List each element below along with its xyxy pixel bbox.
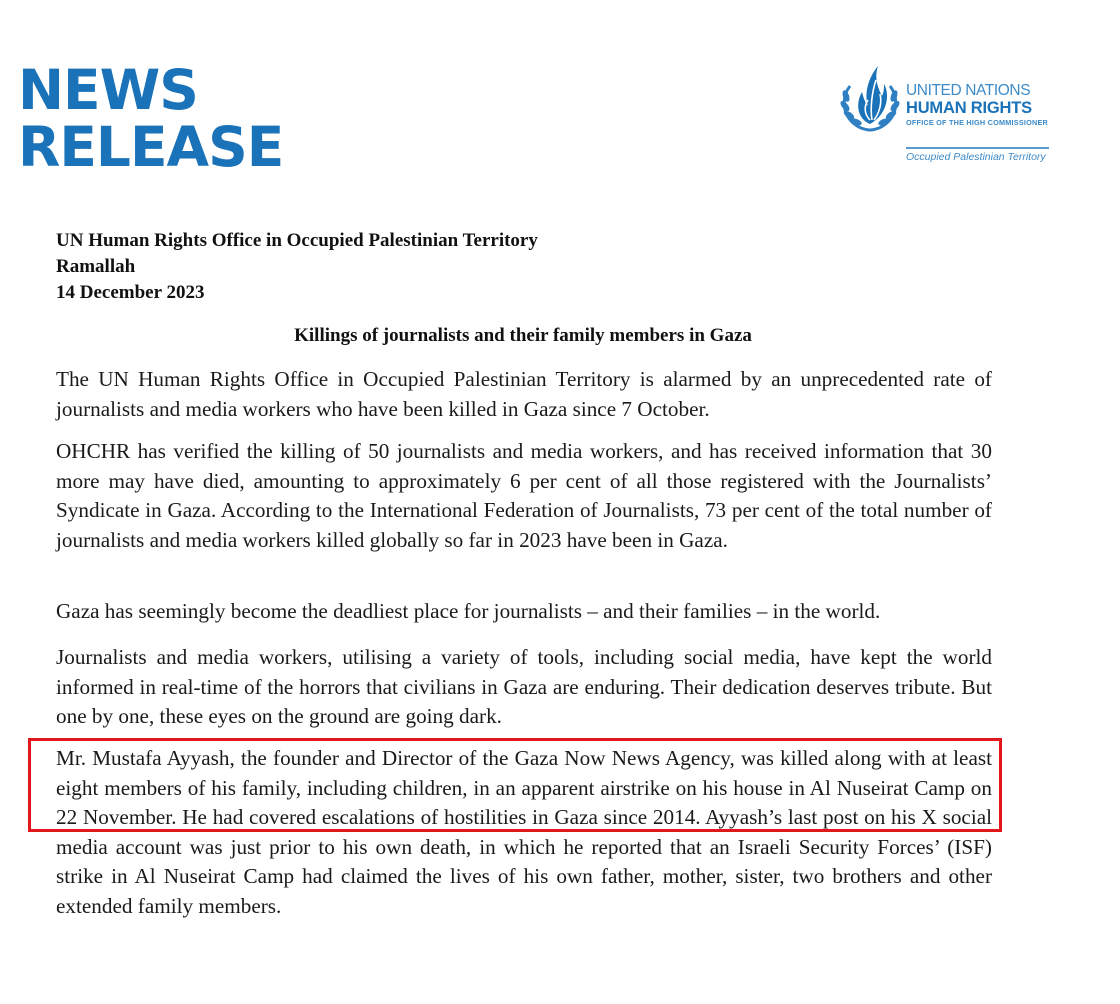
paragraph-1: The UN Human Rights Office in Occupied Palestinian Territory is alarmed by an unprecedented rate of journalists and media workers who have been killed in Gaza since 7 October. <box>56 367 992 421</box>
logo-text <box>906 82 1048 128</box>
release-meta <box>56 228 538 306</box>
paragraph-3: Gaza has seemingly become the deadliest place for journalists – and their families – in the world. <box>56 599 881 623</box>
city: Ramallah <box>56 256 136 277</box>
ohchr-logo <box>838 62 1058 172</box>
document-title: Killings of journalists and their family members in Gaza <box>294 325 752 346</box>
logo-divider <box>906 147 1049 149</box>
news-release-line2: RELEASE <box>18 115 284 179</box>
paragraph-2: OHCHR has verified the killing of 50 journalists and media workers, and has received information that 30 more may have died, amounting to approximately 6 per cent of all those registered with the Journalists’ Syndicate in Gaza. According to the International Federation of Journalists, 73 per cent of the total number of journalists and media workers killed globally so far in 2023 have been in Gaza. <box>56 439 992 552</box>
paragraph-5: Mr. Mustafa Ayyash, the founder and Director of the Gaza Now News Agency, was killed along with at least eight members of his family, including children, in an apparent airstrike on his house in Al Nuseirat Camp on 22 November. He had covered escalations of hostilities in Gaza since 2014. Ayyash’s last post on his X social media account was just prior to his own death, in which he reported that an Israeli Security Forces’ (ISF) strike in Al Nuseirat Camp had claimed the lives of his own father, mother, sister, two brothers and other extended family members. <box>56 746 992 918</box>
release-date: 14 December 2023 <box>56 282 205 303</box>
logo-office-high-commissioner: OFFICE OF THE HIGH COMMISSIONER <box>906 118 1049 127</box>
news-release-heading <box>18 58 284 179</box>
news-release-line1: NEWS <box>18 58 198 122</box>
logo-subtitle: Occupied Palestinian Territory <box>906 151 1046 163</box>
paragraph-4: Journalists and media workers, utilising a variety of tools, including social media, have kept the world informed in real-time of the horrors that civilians in Gaza are enduring. Their dedication deserves tribute. But one by one, these eyes on the ground are going dark. <box>56 645 992 728</box>
un-flame-laurel-icon <box>838 62 902 134</box>
logo-united-nations: UNITED NATIONS <box>906 82 1031 99</box>
logo-human-rights: HUMAN RIGHTS <box>906 99 1032 117</box>
office-name: UN Human Rights Office in Occupied Palestinian Territory <box>56 230 538 251</box>
